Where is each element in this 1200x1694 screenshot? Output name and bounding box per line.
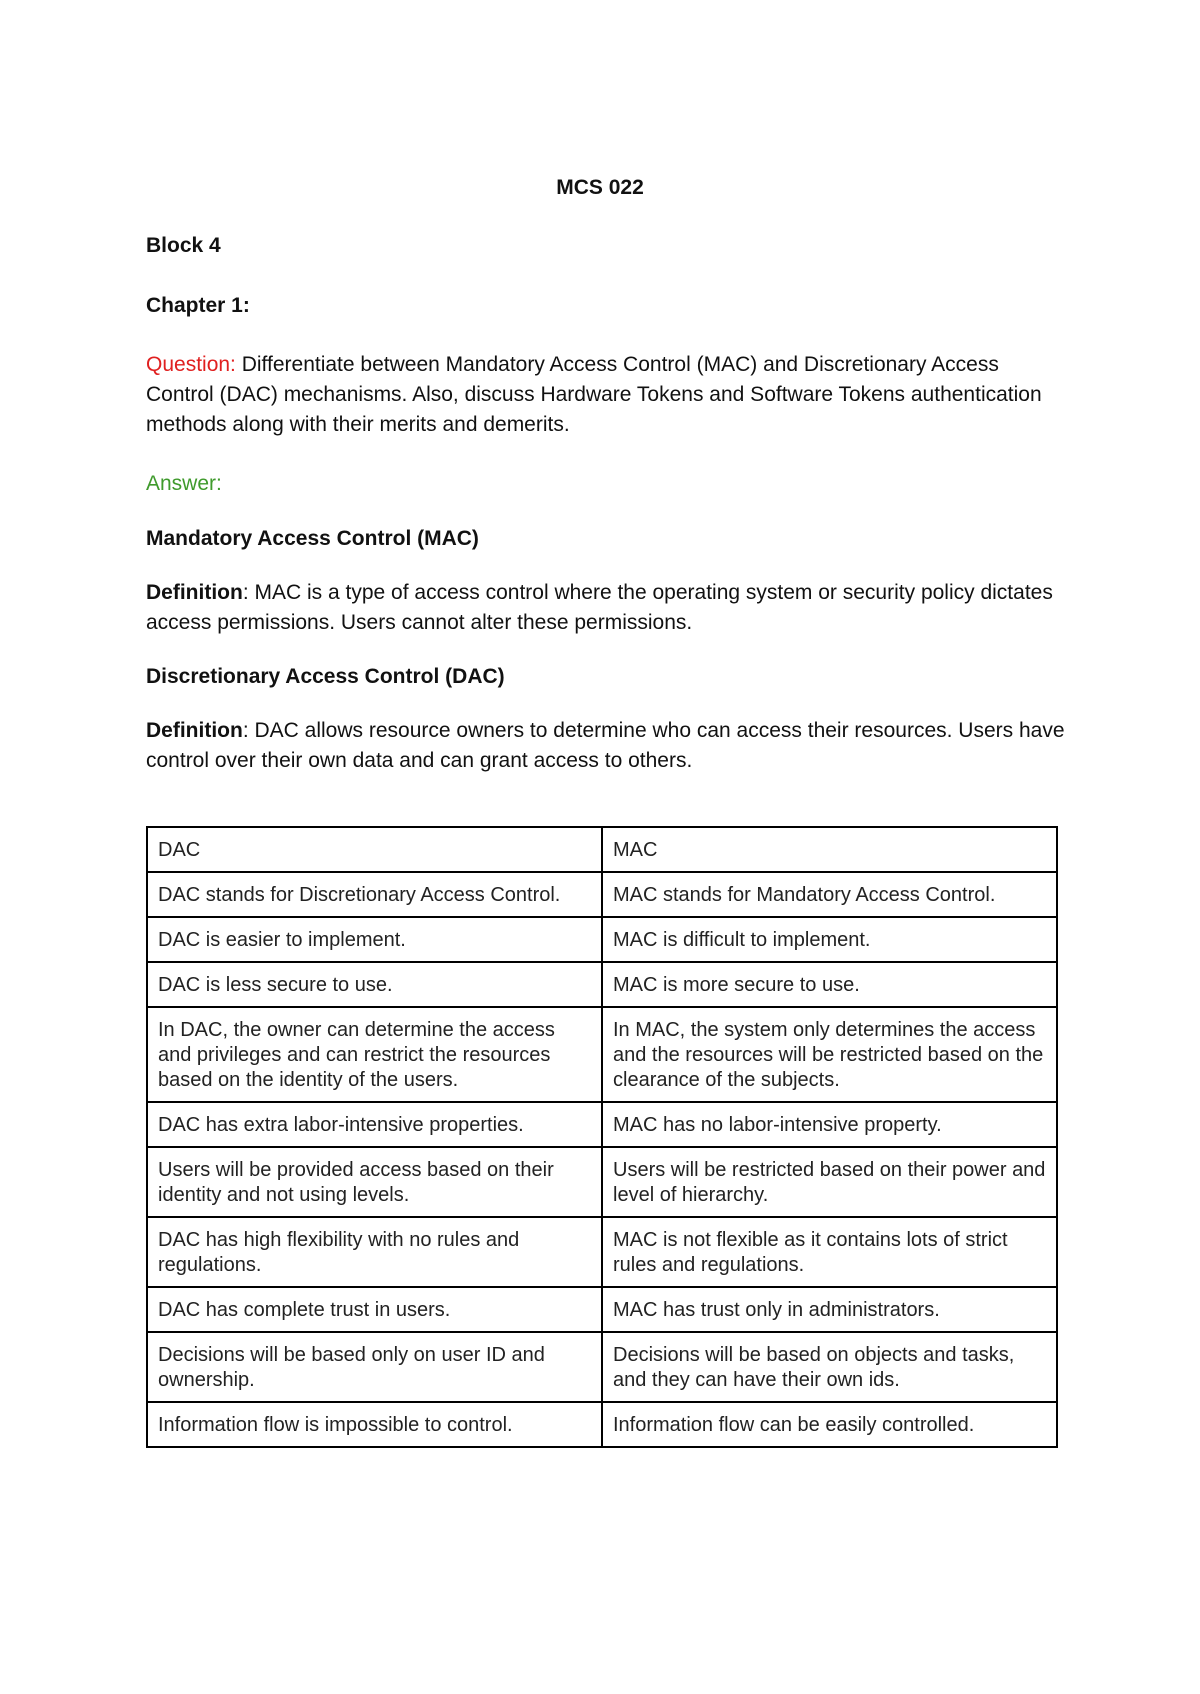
table-cell-mac: MAC is difficult to implement. xyxy=(602,917,1057,962)
table-header-row xyxy=(147,827,1057,872)
table-row xyxy=(147,1402,1057,1447)
table-cell-mac: MAC is not flexible as it contains lots of strict rules and regulations. xyxy=(602,1217,1057,1287)
table-cell-dac: Decisions will be based only on user ID and ownership. xyxy=(147,1332,602,1402)
table-cell-dac: Information flow is impossible to control. xyxy=(147,1402,602,1447)
table-header-cell-mac: MAC xyxy=(602,827,1057,872)
mac-definition xyxy=(146,578,1066,638)
table-cell-mac: MAC has trust only in administrators. xyxy=(602,1287,1057,1332)
dac-mac-comparison-table xyxy=(146,826,1058,1448)
table-cell-mac: Information flow can be easily controlled. xyxy=(602,1402,1057,1447)
table-cell-dac: DAC has extra labor-intensive properties. xyxy=(147,1102,602,1147)
question-label: Question: xyxy=(146,353,236,376)
table-cell-dac: DAC has complete trust in users. xyxy=(147,1287,602,1332)
table-row xyxy=(147,917,1057,962)
table-row xyxy=(147,1217,1057,1287)
table-cell-dac: Users will be provided access based on their identity and not using levels. xyxy=(147,1147,602,1217)
dac-definition xyxy=(146,716,1066,776)
table-cell-dac: DAC has high flexibility with no rules and regulations. xyxy=(147,1217,602,1287)
question-text: Differentiate between Mandatory Access Control (MAC) and Discretionary Access Control (DAC) mechanisms. Also, discuss Hardware Tokens and Software Tokens authentication methods along with their merits and demerits. xyxy=(146,353,1042,436)
table-row xyxy=(147,1007,1057,1102)
table-cell-dac: In DAC, the owner can determine the access and privileges and can restrict the resources based on the identity of the users. xyxy=(147,1007,602,1102)
table-row xyxy=(147,1102,1057,1147)
table-cell-dac: DAC stands for Discretionary Access Control. xyxy=(147,872,602,917)
table-cell-mac: MAC is more secure to use. xyxy=(602,962,1057,1007)
table-cell-dac: DAC is less secure to use. xyxy=(147,962,602,1007)
dac-definition-text: : DAC allows resource owners to determine who can access their resources. Users have control over their own data and can grant access to others. xyxy=(146,719,1065,772)
table-cell-mac: Users will be restricted based on their power and level of hierarchy. xyxy=(602,1147,1057,1217)
table-row xyxy=(147,1287,1057,1332)
question-paragraph xyxy=(146,350,1066,440)
table-cell-dac: DAC is easier to implement. xyxy=(147,917,602,962)
table-row xyxy=(147,1332,1057,1402)
table-row xyxy=(147,1147,1057,1217)
mac-definition-label: Definition xyxy=(146,581,243,604)
table-header-cell-dac: DAC xyxy=(147,827,602,872)
chapter-heading: Chapter 1: xyxy=(146,294,250,317)
table-row xyxy=(147,962,1057,1007)
dac-heading: Discretionary Access Control (DAC) xyxy=(146,665,505,688)
answer-label: Answer: xyxy=(146,472,222,495)
course-code-title: MCS 022 xyxy=(556,176,644,199)
table-cell-mac: In MAC, the system only determines the access and the resources will be restricted based on the clearance of the subjects. xyxy=(602,1007,1057,1102)
table-cell-mac: MAC has no labor-intensive property. xyxy=(602,1102,1057,1147)
mac-heading: Mandatory Access Control (MAC) xyxy=(146,527,479,550)
block-heading: Block 4 xyxy=(146,234,221,257)
mac-definition-text: : MAC is a type of access control where the operating system or security policy dictates access permissions. Users cannot alter these permissions. xyxy=(146,581,1053,634)
table-cell-mac: MAC stands for Mandatory Access Control. xyxy=(602,872,1057,917)
dac-definition-label: Definition xyxy=(146,719,243,742)
table-row xyxy=(147,872,1057,917)
table-cell-mac: Decisions will be based on objects and tasks, and they can have their own ids. xyxy=(602,1332,1057,1402)
